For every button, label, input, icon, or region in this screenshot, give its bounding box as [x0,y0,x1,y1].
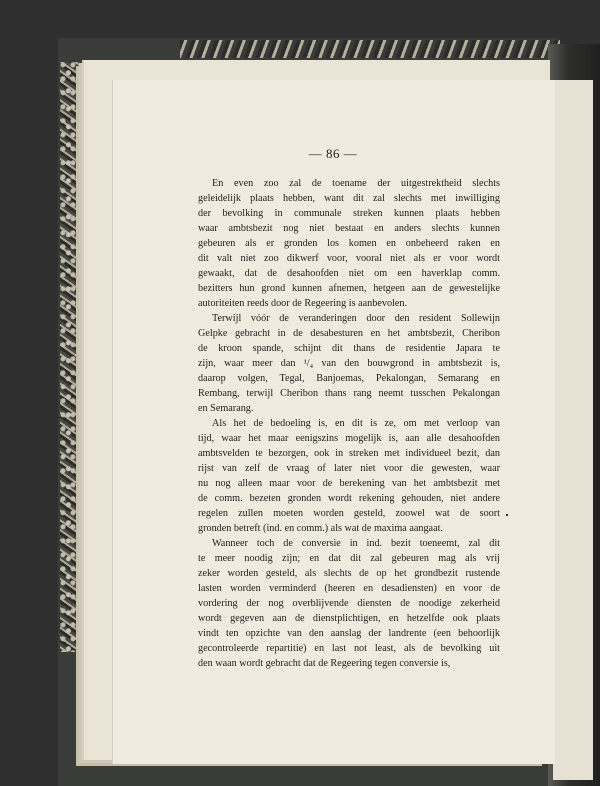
body-text [198,176,500,671]
text-line: lasten worden verminderd (heeren en desadiensten) en voor de [198,583,500,594]
text-line: autoriteiten reeds door de Regeering is aanbevolen. [198,298,408,309]
text-line: Als het de bedoeling is, en dit is ze, om met verloop van [212,418,500,429]
text-line: gebeuren als er gronden los komen en onbeheerd raken en [198,238,500,249]
text-line: bezitters hun grond kunnen afnemen, hetgeen aan de gewestelijke [198,283,500,294]
text-line: vordering der nog overblijvende diensten de noodige zekerheid [198,598,500,609]
facing-page-edge [553,80,593,780]
paragraph [198,416,500,536]
text-line: ambtsvelden te bezorgen, ook in streken met individueel bezit, dan [198,448,500,459]
text-line: de comm. bezeten gronden wordt rekening gehouden, niet andere [198,493,500,504]
text-line: nu nog alleen maar voor de berekening van het ambtsbezit met [198,478,500,489]
text-line: Wanneer toch de conversie in ind. bezit toeneemt, zal dit [212,538,500,549]
text-line: wordt gegeven aan de dienstplichtigen, en hetzelfde ook plaats [198,613,500,624]
text-line: zijn, waar meer dan ¹/₄ van den bouwgrond in ambtsbezit is, [198,358,500,369]
text-line: Rembang, terwijl Cheribon thans rang neemt tusschen Pekalongan [198,388,500,399]
page-number: — 86 — [308,146,358,161]
text-line: daarop volgen, Tegal, Banjoemas, Pekalongan, Semarang en [198,373,500,384]
ink-speck [506,514,508,516]
text-line: waar ambtsbezit nog niet bestaat en anders slechts kunnen [198,223,500,234]
text-line: tijd, waar het maar eenigszins mogelijk is, aan alle desahoofden [198,433,500,444]
text-line: gewaakt, dat de desahoofden niet om een haverklap comm. [198,268,500,279]
text-line: gronden betreft (ind. en comm.) als wat de maxima aangaat. [198,523,443,534]
text-line: den waan wordt gebracht dat de Regeering tegen conversie is, [198,658,451,669]
paragraph [198,311,500,416]
text-line: gecontroleerde repartitie) en last not least, als de bevolking uit [198,643,500,654]
text-line: en Semarang. [198,403,254,414]
text-line: der bevolking in communale streken kunnen plaats hebben [198,208,500,219]
paragraph [198,176,500,311]
text-line: vindt ten opzichte van den aanslag der landrente (een behoorlijk [198,628,500,639]
text-line: dit valt niet zoo dikwerf voor, vooral niet als er voor wordt [198,253,500,264]
text-line: regelen zullen moeten worden gesteld, zoowel wat de soort [198,508,500,519]
marbled-cover-edge-left [60,62,80,652]
text-line: En even zoo zal de toename der uitgestrektheid slechts [212,178,500,189]
text-line: geleidelijk plaats hebben, want dit zal slechts met inwilliging [198,193,500,204]
paragraph [198,536,500,671]
text-line: te meer noodig zijn; en dat dit zal gebeuren mag als vrij [198,553,500,564]
text-line: Terwijl vóór de veranderingen door den resident Sollewijn [212,313,500,324]
text-line: Gelpke gebracht in de desabesturen en het ambtsbezit, Cheribon [198,328,500,339]
text-line: de kroon spande, schijnt dit thans de residentie Japara te [198,343,500,354]
text-line: zeker worden gesteld, als slechts de op het grondbezit rustende [198,568,500,579]
text-line: rijst van zelf de vraag of later niet voor die gewesten, waar [198,463,500,474]
marbled-cover-edge-top [180,40,560,58]
